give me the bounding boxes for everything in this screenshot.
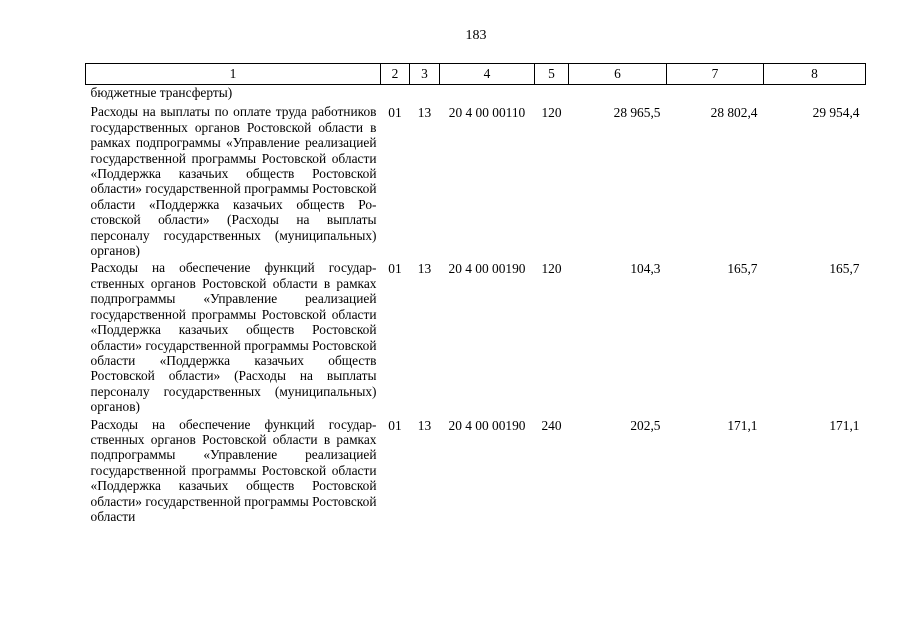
- row-expense-type: 120: [541, 261, 562, 277]
- row-expense-type: 120: [541, 105, 562, 121]
- row-target-code: 20 4 00 00190: [448, 261, 526, 277]
- row-amount-year1: 28 965,5: [613, 105, 661, 121]
- row-target-code: 20 4 00 00110: [448, 105, 526, 121]
- column-header-7: 7: [667, 64, 764, 85]
- row-amount-year3: 29 954,4: [812, 105, 860, 121]
- budget-table: [85, 63, 866, 526]
- column-header-3: 3: [410, 64, 440, 85]
- row-description: Расходы на обеспечение функций государственных органов Ростовской области в рамках подпрограммы «Управление реализацией государственной программы Ростовской области «Поддержка казачьих обществ Ростовской области» государственной программы Ростовской области: [90, 416, 377, 524]
- row-subsection-code: 13: [417, 417, 432, 433]
- row-amount-year3: 165,7: [829, 261, 860, 277]
- column-header-8: 8: [764, 64, 866, 85]
- column-header-2: 2: [381, 64, 410, 85]
- row-amount-year3: 171,1: [829, 417, 860, 433]
- row-target-code: 20 4 00 00190: [448, 417, 526, 433]
- row-section-code: 01: [388, 105, 402, 121]
- page-number: 183: [465, 28, 487, 43]
- table-header-row: [86, 64, 866, 85]
- table-row: [86, 260, 866, 416]
- table-row: [86, 104, 866, 260]
- table-row: [86, 417, 866, 527]
- row-amount-year1: 202,5: [630, 417, 661, 433]
- column-header-4: 4: [440, 64, 535, 85]
- row-section-code: 01: [388, 261, 402, 277]
- row-description: Расходы на выплаты по оплате труда работников государственных органов Ростовской области в рамках подпрограммы «Управление реализацией государственной программы Ростовской области «Поддержка казачьих обществ Ростовской области» государственной программы Ростовской области «Поддержка казачьих обществ Ростовской области» (Расходы на выплаты персоналу государственных (муниципальных) органов): [90, 104, 377, 259]
- row-description: Расходы на обеспечение функций государственных органов Ростовской области в рамках подпрограммы «Управление реализацией государственной программы Ростовской области «Поддержка казачьих обществ Ростовской области» государственной программы Ростовской области «Поддержка казачьих обществ Ростовской области» (Расходы на выплаты персоналу государственных (муниципальных) органов): [90, 260, 377, 415]
- row-section-code: 01: [388, 417, 402, 433]
- column-header-5: 5: [535, 64, 569, 85]
- row-amount-year2: 28 802,4: [710, 105, 758, 121]
- row-subsection-code: 13: [417, 105, 432, 121]
- column-header-6: 6: [569, 64, 667, 85]
- column-header-1: 1: [86, 64, 381, 85]
- row-amount-year1: 104,3: [630, 261, 661, 277]
- row-expense-type: 240: [541, 417, 562, 433]
- continuation-text: бюджетные трансферты): [90, 85, 233, 100]
- row-subsection-code: 13: [417, 261, 432, 277]
- table-row-continuation: [86, 85, 866, 105]
- row-amount-year2: 165,7: [727, 261, 758, 277]
- row-amount-year2: 171,1: [727, 417, 758, 433]
